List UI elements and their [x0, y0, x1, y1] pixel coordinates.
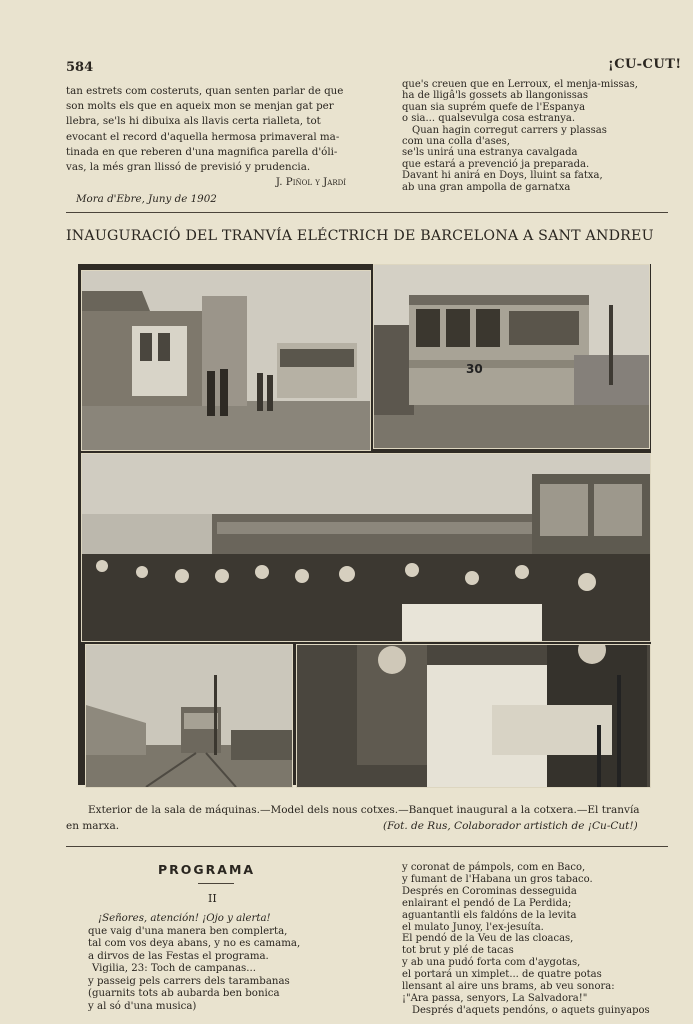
title-underline [198, 883, 234, 884]
verse-line: (guarnits tots ab aubarda ben bonica [88, 988, 280, 999]
verse-line: ¡"Ara passa, senyors, La Salvadora!" [402, 992, 588, 1004]
verse-line: Vigilia, 23: Toch de campanas... [92, 963, 256, 974]
photo-tram-running [85, 644, 293, 788]
verse-line: Quan hagin corregut carrers y plassas [412, 124, 607, 136]
article-title: INAUGURACIÓ DEL TRANVÍA ELÉCTRICH DE BARCELONA A SANT ANDREU [66, 228, 654, 244]
verse-line: el mulato Junoy, l'ex-jesuíta. [402, 921, 544, 933]
verse-line: tal com vos deya abans, y no es camama, [88, 938, 301, 949]
place-date: Mora d'Ebre, Juny de 1902 [76, 193, 217, 206]
photo-caption: Exterior de la sala de máquinas.—Model dels nous cotxes.—Banquet inaugural a la cotxera.—El tranvía [88, 804, 640, 816]
verse-line: ¡Señores, atención! ¡Ojo y alerta! [98, 913, 271, 924]
verse-line: El pendó de la Veu de las cloacas, [402, 933, 574, 945]
verse-line: o sia... qualsevulga cosa estranya. [402, 113, 576, 125]
verse-line: llensant al aire uns brams, ab veu sonora: [402, 981, 615, 993]
verse-line: se'ls unirá una estranya cavalgada [402, 147, 578, 159]
photo-collage [78, 264, 651, 785]
verse-line: Després en Corominas desseguida [402, 885, 577, 897]
photo-credit: (Fot. de Rus, Colaborador artistich de ¡Cu-Cut!) [383, 820, 638, 832]
verse-line: Davant hi anirá en Doys, lluint sa fatxa, [402, 170, 603, 182]
verse-line: y ab una pudó forta com d'aygotas, [402, 957, 581, 969]
text-line: son molts els que en aqueix mon se menjan gat per [66, 100, 334, 113]
verse-line: tot brut y plé de tacas [402, 945, 514, 957]
verse-line: y coronat de pámpols, com en Baco, [402, 862, 586, 873]
programa-title: PROGRAMA [158, 862, 256, 877]
photo-inaugural-banquet [81, 453, 651, 642]
top-right-column [402, 79, 672, 193]
text-line: vas, la més gran llissó de previsió y prudencia. [66, 161, 311, 174]
verse-line: y al só d'una musica) [88, 1000, 197, 1012]
photo-caption-continuation: en marxa. [66, 820, 120, 832]
tram-number-label: 30 [466, 362, 483, 376]
verse-line: enlairant el pendó de La Perdida; [402, 897, 572, 909]
text-line: llebra, se'ls hi dibuixa als llavis certa rialleta, tot [66, 115, 321, 128]
top-left-column [66, 84, 362, 208]
verse-line: el portará un ximplet... de quatre potas [402, 969, 602, 981]
page-number: 584 [66, 60, 94, 75]
verse-line: que vaig d'una manera ben complerta, [88, 925, 288, 937]
section-divider [66, 212, 668, 213]
photo-new-car-model [373, 264, 650, 449]
verse-line: quan sia suprém quefe de l'Espanya [402, 101, 586, 113]
verse-line: que's creuen que en Lerroux, el menja-missas, [402, 79, 638, 90]
programa-right-column [402, 862, 677, 1017]
section-divider [66, 846, 668, 847]
verse-line: a dirvos de las Festas el programa. [88, 950, 269, 962]
section-number: II [208, 892, 217, 905]
programa-left-column [88, 913, 328, 1013]
verse-line: Després d'aquets pendóns, o aquets guinyapos [412, 1004, 650, 1016]
verse-line: y fumant de l'Habana un gros tabaco. [402, 873, 593, 885]
author-signature: J. Piñol y Jardí [275, 176, 346, 189]
text-line: tan estrets com costeruts, quan senten parlar de que [66, 85, 344, 97]
verse-line: ab una gran ampolla de garnatxa [402, 181, 571, 193]
photo-machine-room-exterior [81, 270, 371, 451]
text-line: evocant el record d'aquella hermosa primaveral ma- [66, 130, 340, 143]
verse-line: que estará a prevenció ja preparada. [402, 158, 590, 170]
text-line: tinada en que reberen d'una magnifica parella d'óli- [66, 145, 338, 158]
publication-name: ¡CU-CUT! [608, 57, 682, 72]
photo-banquet-detail [296, 644, 651, 788]
verse-line: y passeig pels carrers dels tarambanas [88, 975, 290, 987]
verse-line: aguantantli els faldóns de la levita [402, 909, 577, 921]
verse-line: com una colla d'ases, [402, 136, 510, 148]
verse-line: ha de lligâ'ls gossets ab llangonissas [402, 90, 588, 102]
